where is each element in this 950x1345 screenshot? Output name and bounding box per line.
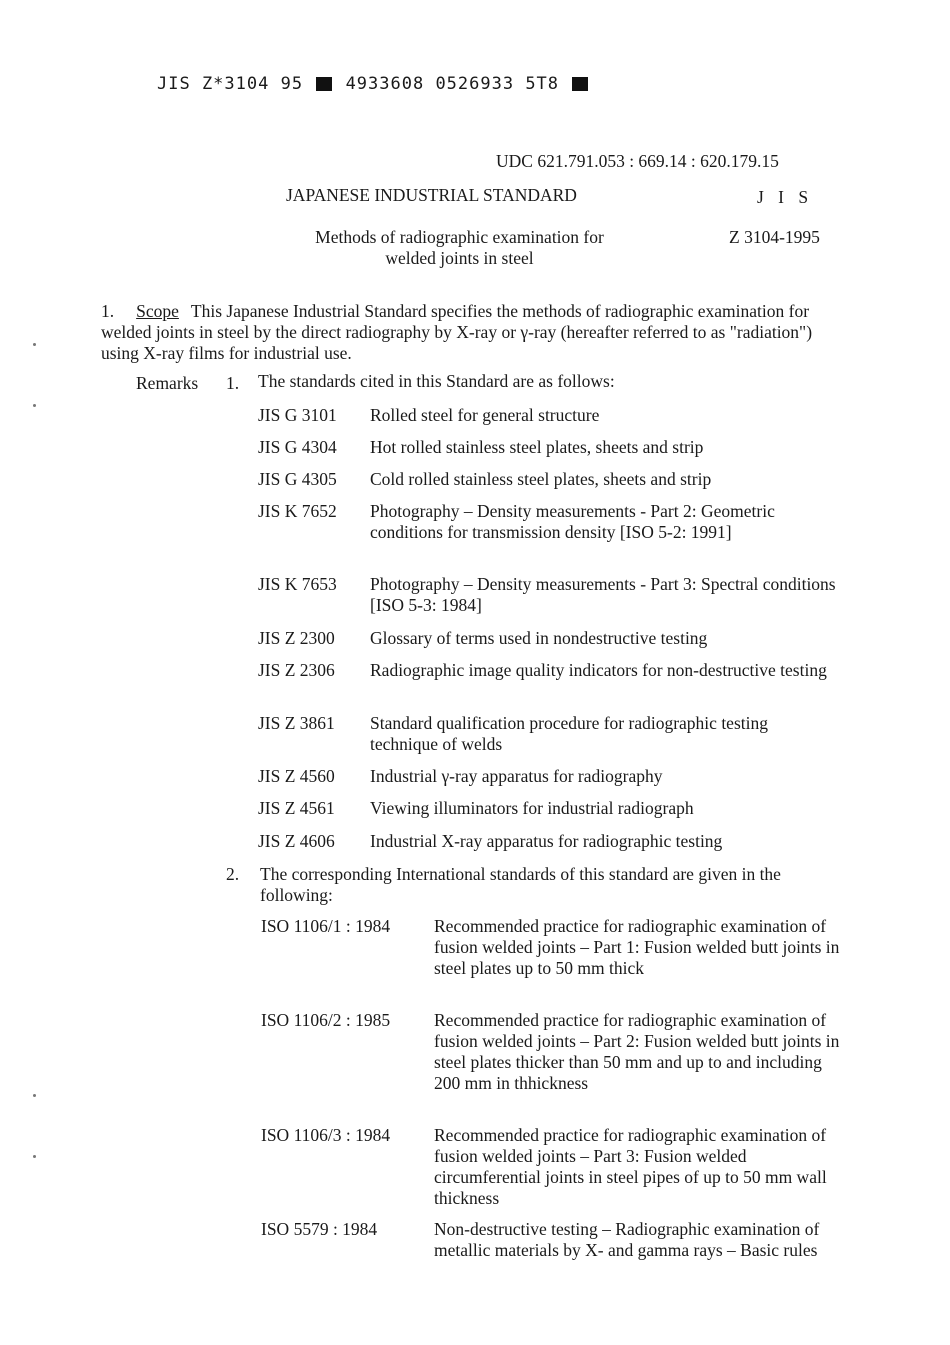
remark-2-text: The corresponding International standards of this standard are given in the following: [260,864,781,905]
barcode-block-icon [572,77,588,91]
standard-title-text: Viewing illuminators for industrial radiograph [370,798,694,818]
standard-code: JIS K 7653 [258,574,337,594]
iso-code: ISO 1106/1 : 1984 [261,916,391,936]
remark-2-number: 2. [226,864,240,884]
standard-title-text: Radiographic image quality indicators for non-destructive testing [370,660,827,680]
scan-speck [33,1094,36,1097]
standard-code: JIS Z 4606 [258,831,335,851]
document-barcode-line [157,74,590,94]
remark-1-text: The standards cited in this Standard are as follows: [258,371,615,391]
scan-speck [33,404,36,407]
standard-code: JIS Z 3861 [258,713,335,733]
scope-section [101,301,841,364]
iso-title-text: Recommended practice for radiographic examination of fusion welded joints – Part 2: Fusion welded butt joints in steel plates thicker than 50 mm and up to and including 200 mm in thhickness [434,1010,840,1093]
standard-code: JIS K 7652 [258,501,337,521]
standard-title-text: Hot rolled stainless steel plates, sheets and strip [370,437,704,457]
iso-title-text: Recommended practice for radiographic examination of fusion welded joints – Part 3: Fusion welded circumferential joints in steel pipes of up to 50 mm wall thickness [434,1125,827,1208]
standard-title-text: Industrial γ-ray apparatus for radiography [370,766,663,786]
standard-title-text: Industrial X-ray apparatus for radiographic testing [370,831,723,851]
iso-code: ISO 5579 : 1984 [261,1219,378,1239]
standard-title: JAPANESE INDUSTRIAL STANDARD [286,185,577,205]
scan-speck [33,1155,36,1158]
standard-code: JIS G 3101 [258,405,337,425]
scope-number: 1. [101,301,115,321]
remark-1-number: 1. [226,373,240,393]
iso-code: ISO 1106/2 : 1985 [261,1010,391,1030]
standard-number: Z 3104-1995 [729,227,820,247]
standard-title-text: Standard qualification procedure for radiographic testing technique of welds [370,713,768,754]
iso-code: ISO 1106/3 : 1984 [261,1125,391,1145]
standard-title-text: Glossary of terms used in nondestructive testing [370,628,708,648]
standard-title-text: Photography – Density measurements - Part 3: Spectral conditions [ISO 5-3: 1984] [370,574,836,615]
document-subject: Methods of radiographic examination for welded joints in steel [315,227,604,268]
standard-code: JIS Z 4560 [258,766,335,786]
scope-text: This Japanese Industrial Standard specifies the methods of radiographic examination for welded joints in steel by the direct radiography by X-ray or γ-ray (hereafter referred to as "radiation") using X-ray films for industrial use. [101,301,813,363]
standard-title-text: Rolled steel for general structure [370,405,600,425]
iso-title-text: Non-destructive testing – Radiographic examination of metallic materials by X- and gamma rays – Basic rules [434,1219,820,1260]
standard-code: JIS Z 2300 [258,628,335,648]
scan-speck [33,343,36,346]
standard-title-text: Cold rolled stainless steel plates, sheets and strip [370,469,712,489]
barcode-text-1: JIS Z*3104 95 [157,74,304,94]
barcode-block-icon [316,77,332,91]
udc-classification: UDC 621.791.053 : 669.14 : 620.179.15 [496,151,779,171]
standard-code: JIS Z 2306 [258,660,335,680]
barcode-text-2: 4933608 0526933 5T8 [345,74,560,94]
standard-title-text: Photography – Density measurements - Part 2: Geometric conditions for transmission density [ISO 5-2: 1991] [370,501,775,542]
iso-title-text: Recommended practice for radiographic examination of fusion welded joints – Part 1: Fusion welded butt joints in steel plates up to 50 mm thick [434,916,840,978]
scope-heading: Scope [136,301,179,321]
standard-code: JIS Z 4561 [258,798,335,818]
standard-code: JIS G 4305 [258,469,337,489]
jis-mark: J I S [757,187,814,207]
standard-code: JIS G 4304 [258,437,337,457]
remarks-label: Remarks [136,373,199,393]
